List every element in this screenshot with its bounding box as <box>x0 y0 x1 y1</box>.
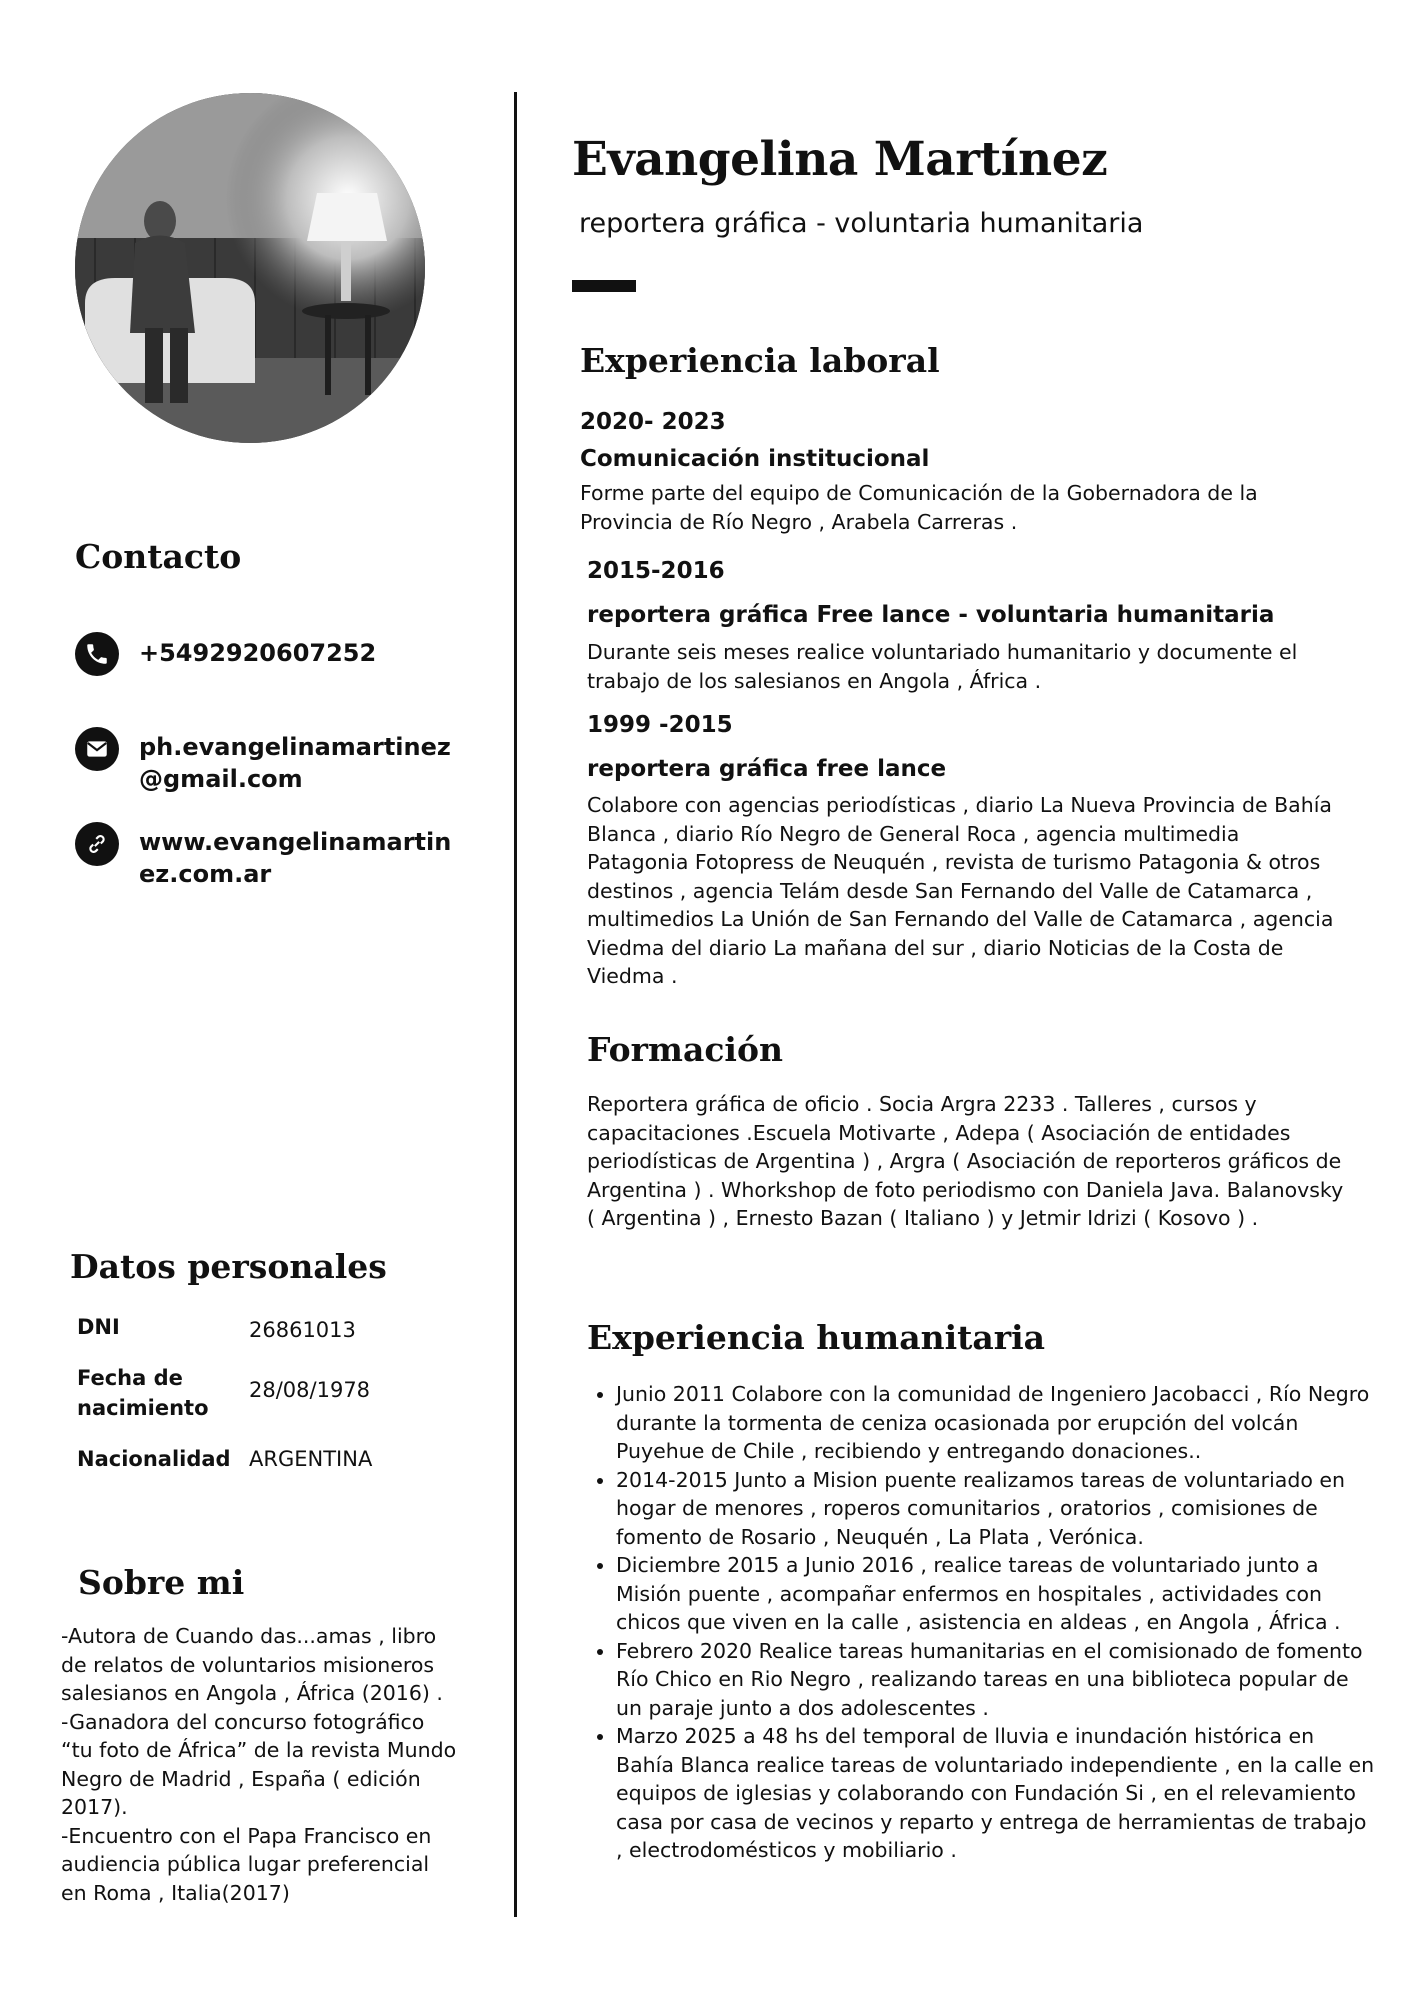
education-heading: Formación <box>587 1030 783 1069</box>
job-2-description: Durante seis meses realice voluntariado humanitario y documente el trabajo de los salesianos en Angola , África . <box>587 640 1298 693</box>
job-1-description: Forme parte del equipo de Comunicación de la Gobernadora de la Provincia de Río Negro , Arabela Carreras . <box>580 481 1258 534</box>
nationality-label: Nacionalidad <box>77 1447 231 1471</box>
list-item: • Febrero 2020 Realice tareas humanitarias en el comisionado de fomento Río Chico en Rio Negro , realizando tareas en una biblioteca popular de un paraje junto a dos adolescentes . <box>616 1637 1376 1723</box>
email-row[interactable] <box>75 727 459 795</box>
list-item: • Marzo 2025 a 48 hs del temporal de lluvia e inundación histórica en Bahía Blanca realice tareas de voluntariado independiente , en la calle en equipos de iglesias y colaborando con Fundación Si , en el relevamiento casa por casa de vecinos y reparto y entrega de herramientas de trabajo , electrodomésticos y mobiliario . <box>616 1722 1376 1865</box>
dni-row <box>77 1312 356 1345</box>
job-3-role: reportera gráfica free lance <box>587 756 947 782</box>
nationality-row <box>77 1444 372 1474</box>
list-item: • Diciembre 2015 a Junio 2016 , realice tareas de voluntariado junto a Misión puente , acompañar enfermos en hospitales , actividades con chicos que viven en la calle , asistencia en aldeas , en Angola , África . <box>616 1551 1376 1637</box>
personal-data-heading: Datos personales <box>70 1247 387 1286</box>
phone-number: +5492920607252 <box>139 639 377 667</box>
humanitarian-heading: Experiencia humanitaria <box>587 1318 1046 1357</box>
accent-bar <box>572 280 636 292</box>
birthdate-value: 28/08/1978 <box>249 1378 371 1402</box>
job-3-years: 1999 -2015 <box>587 712 733 738</box>
dni-label: DNI <box>77 1315 120 1339</box>
contact-heading: Contacto <box>75 537 242 576</box>
phone-icon <box>75 632 119 676</box>
website-url: www.evangelinamartinez.com.ar <box>139 828 452 888</box>
link-icon <box>75 822 119 866</box>
email-address: ph.evangelinamartinez@gmail.com <box>139 733 451 793</box>
job-1-role: Comunicación institucional <box>580 446 930 472</box>
job-3-description: Colabore con agencias periodísticas , diario La Nueva Provincia de Bahía Blanca , diario Río Negro de General Roca , agencia multimedia Patagonia Fotopress de Neuquén , revista de turismo Patagonia & otros destinos , agencia Telám desde San Fernando del Valle de Catamarca , multimedios La Unión de San Fernando del Valle de Catamarca , agencia Viedma del diario La mañana del sur , diario Noticias de la Costa de Viedma . <box>587 793 1334 988</box>
column-divider <box>514 92 517 1917</box>
job-2-role: reportera gráfica Free lance - voluntaria humanitaria <box>587 602 1275 628</box>
phone-row[interactable] <box>75 632 459 676</box>
tagline: reportera gráfica - voluntaria humanitaria <box>579 208 1144 239</box>
birthdate-label: Fecha de nacimiento <box>77 1366 209 1420</box>
envelope-icon <box>75 727 119 771</box>
full-name: Evangelina Martínez <box>572 132 1108 187</box>
nationality-value: ARGENTINA <box>249 1447 373 1471</box>
list-item: • Junio 2011 Colabore con la comunidad de Ingeniero Jacobacci , Río Negro durante la tormenta de ceniza ocasionada por erupción del volcán Puyehue de Chile , recibiendo y entregando donaciones.. <box>616 1380 1376 1466</box>
about-heading: Sobre mi <box>78 1563 245 1602</box>
job-2-years: 2015-2016 <box>587 558 725 584</box>
humanitarian-list <box>588 1380 1376 1865</box>
birthdate-row <box>77 1363 370 1423</box>
about-text: -Autora de Cuando das...amas , libro de relatos de voluntarios misioneros salesianos en Angola , África (2016) . -Ganadora del concurso fotográfico “tu foto de África” de la revista Mundo Negro de Madrid , España ( edición 2017). -Encuentro con el Papa Francisco en audiencia pública lugar preferencial en Roma , Italia(2017) <box>61 1624 457 1905</box>
work-experience-heading: Experiencia laboral <box>580 341 940 380</box>
job-1-years: 2020- 2023 <box>580 409 726 435</box>
website-row[interactable] <box>75 822 459 890</box>
education-text: Reportera gráfica de oficio . Socia Argra 2233 . Talleres , cursos y capacitaciones .Escuela Motivarte , Adepa ( Asociación de entidades periodísticas de Argentina ) , Argra ( Asociación de reporteros gráficos de Argentina ) . Whorkshop de foto periodismo con Daniela Java. Balanovsky ( Argentina ) , Ernesto Bazan ( Italiano ) y Jetmir Idrizi ( Kosovo ) . <box>587 1092 1344 1230</box>
dni-value: 26861013 <box>249 1318 356 1342</box>
list-item: • 2014-2015 Junto a Mision puente realizamos tareas de voluntariado en hogar de menores , roperos comunitarios , oratorios , comisiones de fomento de Rosario , Neuquén , La Plata , Verónica. <box>616 1466 1376 1552</box>
profile-photo <box>75 93 425 443</box>
